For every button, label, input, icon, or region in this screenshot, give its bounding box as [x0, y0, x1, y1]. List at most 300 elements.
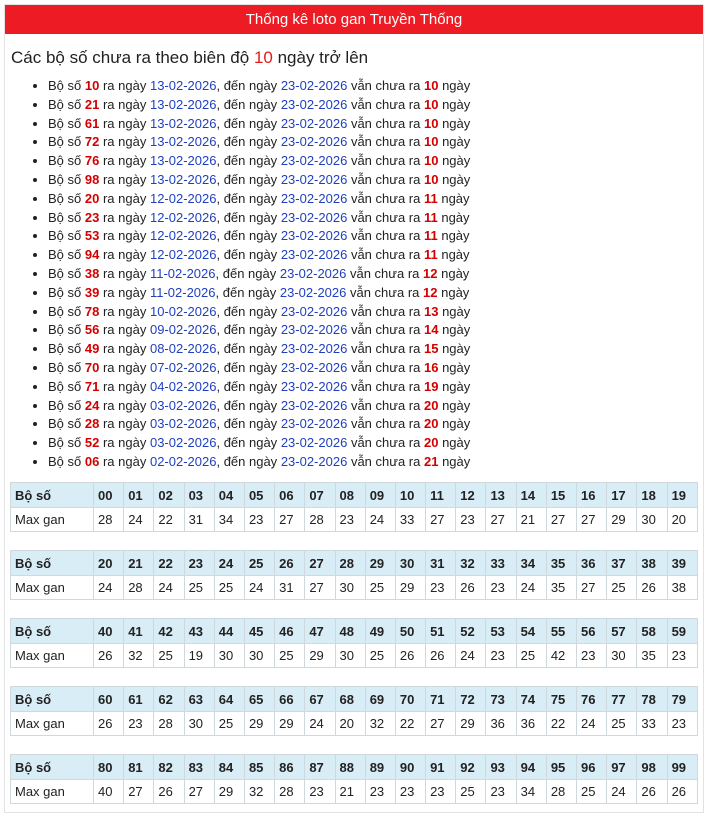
value-cell: 23	[426, 576, 456, 600]
value-cell: 31	[275, 576, 305, 600]
ngay-text: ngày	[441, 228, 470, 244]
lotto-number: 71	[84, 378, 100, 394]
value-cell: 24	[305, 712, 335, 736]
from-date: 12-02-2026	[149, 209, 217, 225]
ra-ngay-text: ra ngày	[102, 397, 147, 413]
number-cell: 40	[94, 619, 124, 644]
subtitle-suffix: ngày trở lên	[277, 48, 369, 67]
ngay-text: ngày	[441, 209, 470, 225]
from-date: 13-02-2026	[149, 153, 217, 169]
number-cell: 01	[124, 483, 154, 508]
ngay-text: ngày	[442, 78, 471, 93]
den-ngay-text: , đến ngày	[216, 378, 278, 394]
to-date: 23-02-2026	[280, 115, 348, 131]
value-cell: 26	[637, 780, 667, 804]
number-cell: 46	[275, 619, 305, 644]
number-cell: 25	[244, 551, 274, 576]
to-date: 23-02-2026	[280, 341, 348, 357]
den-ngay-text: , đến ngày	[216, 435, 278, 451]
den-ngay-text: , đến ngày	[216, 134, 278, 150]
lotto-number: 23	[84, 209, 100, 225]
list-item	[48, 397, 470, 416]
from-date: 13-02-2026	[149, 78, 217, 93]
ngay-text: ngày	[442, 134, 471, 150]
bo-so-text: Bộ số	[48, 96, 82, 112]
lotto-number: 24	[84, 397, 100, 413]
ngay-text: ngày	[441, 265, 470, 281]
number-cell: 81	[124, 755, 154, 780]
days-count: 16	[423, 359, 439, 375]
den-ngay-text: , đến ngày	[216, 397, 278, 413]
number-cell: 79	[667, 687, 697, 712]
number-cell: 35	[546, 551, 576, 576]
list-item	[48, 415, 470, 434]
den-ngay-text: , đến ngày	[216, 416, 278, 432]
value-cell: 25	[607, 712, 637, 736]
number-cell: 49	[365, 619, 395, 644]
number-cell: 56	[577, 619, 607, 644]
value-cell: 29	[607, 508, 637, 532]
value-cell: 40	[94, 780, 124, 804]
number-cell: 88	[335, 755, 365, 780]
number-cell: 41	[124, 619, 154, 644]
number-cell: 52	[456, 619, 486, 644]
number-cell: 78	[637, 687, 667, 712]
bo-so-text: Bộ số	[48, 416, 82, 432]
ra-ngay-text: ra ngày	[102, 115, 147, 131]
ra-ngay-text: ra ngày	[102, 134, 147, 150]
value-cell: 34	[214, 508, 244, 532]
van-chua-ra-text: vẫn chưa ra	[350, 322, 421, 338]
value-cell: 19	[184, 644, 214, 668]
value-cell: 25	[154, 644, 184, 668]
number-cell: 42	[154, 619, 184, 644]
lotto-number: 98	[84, 171, 100, 187]
value-cell: 23	[486, 644, 516, 668]
ra-ngay-text: ra ngày	[102, 153, 147, 169]
lotto-number: 28	[84, 416, 100, 432]
ra-ngay-text: ra ngày	[102, 96, 147, 112]
den-ngay-text: , đến ngày	[216, 341, 278, 357]
ngay-text: ngày	[441, 190, 470, 206]
lotto-number: 61	[84, 115, 100, 131]
number-cell: 68	[335, 687, 365, 712]
value-cell: 33	[395, 508, 425, 532]
number-cell: 22	[154, 551, 184, 576]
ra-ngay-text: ra ngày	[102, 265, 147, 281]
number-cell: 16	[577, 483, 607, 508]
number-cell: 57	[607, 619, 637, 644]
ngay-text: ngày	[442, 378, 471, 394]
value-cell: 22	[546, 712, 576, 736]
list-item	[48, 227, 470, 246]
value-cell: 26	[637, 576, 667, 600]
number-cell: 34	[516, 551, 546, 576]
from-date: 08-02-2026	[149, 341, 217, 357]
value-cell: 25	[214, 576, 244, 600]
number-cell: 69	[365, 687, 395, 712]
bo-so-text: Bộ số	[48, 153, 82, 169]
value-cell: 23	[395, 780, 425, 804]
number-cell: 31	[426, 551, 456, 576]
number-cell: 75	[546, 687, 576, 712]
days-count: 10	[423, 96, 439, 112]
number-cell: 08	[335, 483, 365, 508]
list-item	[48, 209, 470, 228]
value-cell: 31	[184, 508, 214, 532]
to-date: 23-02-2026	[280, 78, 348, 93]
ra-ngay-text: ra ngày	[102, 228, 147, 244]
number-cell: 15	[546, 483, 576, 508]
value-cell: 20	[667, 508, 697, 532]
number-cell: 83	[184, 755, 214, 780]
number-cell: 47	[305, 619, 335, 644]
to-date: 23-02-2026	[280, 435, 348, 451]
van-chua-ra-text: vẫn chưa ra	[350, 190, 421, 206]
value-cell: 30	[607, 644, 637, 668]
den-ngay-text: , đến ngày	[216, 115, 278, 131]
value-cell: 23	[124, 712, 154, 736]
days-count: 19	[423, 378, 439, 394]
to-date: 23-02-2026	[280, 134, 348, 150]
number-cell: 96	[577, 755, 607, 780]
van-chua-ra-text: vẫn chưa ra	[349, 284, 420, 300]
from-date: 10-02-2026	[149, 303, 217, 319]
bo-so-text: Bộ số	[48, 284, 82, 300]
number-cell: 98	[637, 755, 667, 780]
days-count: 11	[423, 247, 438, 263]
den-ngay-text: , đến ngày	[215, 284, 277, 300]
value-cell: 25	[214, 712, 244, 736]
value-cell: 29	[395, 576, 425, 600]
number-cell: 05	[244, 483, 274, 508]
van-chua-ra-text: vẫn chưa ra	[350, 78, 421, 93]
number-cell: 63	[184, 687, 214, 712]
value-cell: 24	[577, 712, 607, 736]
max-gan-table	[10, 482, 698, 532]
number-cell: 48	[335, 619, 365, 644]
days-count: 21	[423, 453, 439, 469]
value-cell: 24	[607, 780, 637, 804]
number-cell: 84	[214, 755, 244, 780]
value-cell: 23	[486, 576, 516, 600]
number-cell: 73	[486, 687, 516, 712]
van-chua-ra-text: vẫn chưa ra	[350, 378, 421, 394]
bo-so-text: Bộ số	[48, 341, 82, 357]
list-item	[48, 359, 470, 378]
value-cell: 27	[577, 576, 607, 600]
list-item	[48, 321, 470, 340]
ngay-text: ngày	[442, 435, 471, 451]
bo-so-text: Bộ số	[48, 228, 82, 244]
number-cell: 24	[214, 551, 244, 576]
to-date: 23-02-2026	[280, 171, 348, 187]
value-cell: 28	[546, 780, 576, 804]
to-date: 23-02-2026	[280, 190, 348, 206]
max-gan-row	[11, 644, 698, 668]
bo-so-text: Bộ số	[48, 453, 82, 469]
value-cell: 32	[244, 780, 274, 804]
number-cell: 03	[184, 483, 214, 508]
number-cell: 92	[456, 755, 486, 780]
van-chua-ra-text: vẫn chưa ra	[350, 247, 421, 263]
max-gan-tables	[10, 482, 698, 822]
to-date: 23-02-2026	[280, 209, 348, 225]
number-cell: 12	[456, 483, 486, 508]
value-cell: 21	[335, 780, 365, 804]
list-item	[48, 378, 470, 397]
from-date: 03-02-2026	[149, 435, 217, 451]
bo-so-text: Bộ số	[48, 265, 82, 281]
number-cell: 37	[607, 551, 637, 576]
subtitle-prefix: Các bộ số chưa ra theo biên độ	[11, 48, 250, 67]
max-gan-table	[10, 754, 698, 804]
van-chua-ra-text: vẫn chưa ra	[350, 115, 421, 131]
lotto-number: 53	[84, 228, 100, 244]
number-cell: 30	[395, 551, 425, 576]
value-cell: 28	[305, 508, 335, 532]
value-cell: 21	[516, 508, 546, 532]
van-chua-ra-text: vẫn chưa ra	[350, 209, 421, 225]
van-chua-ra-text: vẫn chưa ra	[350, 341, 421, 357]
value-cell: 25	[275, 644, 305, 668]
max-gan-label: Max gan	[11, 780, 94, 804]
number-cell: 65	[244, 687, 274, 712]
days-count: 10	[423, 78, 439, 93]
lotto-number: 39	[84, 284, 100, 300]
list-item	[48, 434, 470, 453]
list-item	[48, 133, 470, 152]
days-count: 11	[423, 228, 438, 244]
from-date: 13-02-2026	[149, 115, 217, 131]
value-cell: 24	[94, 576, 124, 600]
value-cell: 23	[486, 780, 516, 804]
list-item	[48, 115, 470, 134]
value-cell: 25	[577, 780, 607, 804]
days-count: 10	[423, 115, 439, 131]
den-ngay-text: , đến ngày	[216, 247, 278, 263]
ngay-text: ngày	[442, 115, 471, 131]
number-cell: 77	[607, 687, 637, 712]
days-count: 10	[423, 134, 439, 150]
list-item	[48, 96, 470, 115]
value-cell: 26	[667, 780, 697, 804]
den-ngay-text: , đến ngày	[216, 359, 278, 375]
number-cell: 20	[94, 551, 124, 576]
value-cell: 24	[244, 576, 274, 600]
lotto-number: 56	[84, 322, 100, 338]
to-date: 23-02-2026	[280, 247, 348, 263]
value-cell: 24	[124, 508, 154, 532]
section-subtitle	[11, 48, 368, 68]
value-cell: 23	[335, 508, 365, 532]
bo-so-label: Bộ số	[11, 483, 94, 508]
van-chua-ra-text: vẫn chưa ra	[350, 153, 421, 169]
number-cell: 39	[667, 551, 697, 576]
to-date: 23-02-2026	[280, 96, 348, 112]
number-cell: 28	[335, 551, 365, 576]
ra-ngay-text: ra ngày	[102, 453, 147, 469]
value-cell: 23	[577, 644, 607, 668]
ngay-text: ngày	[442, 416, 471, 432]
from-date: 11-02-2026	[149, 284, 216, 300]
from-date: 03-02-2026	[149, 397, 217, 413]
bo-so-text: Bộ số	[48, 303, 82, 319]
bo-so-text: Bộ số	[48, 397, 82, 413]
value-cell: 29	[244, 712, 274, 736]
max-gan-label: Max gan	[11, 576, 94, 600]
bo-so-text: Bộ số	[48, 209, 82, 225]
number-cell: 97	[607, 755, 637, 780]
ngay-text: ngày	[442, 153, 471, 169]
ngay-text: ngày	[442, 341, 471, 357]
to-date: 23-02-2026	[280, 453, 348, 469]
value-cell: 24	[516, 576, 546, 600]
ra-ngay-text: ra ngày	[102, 78, 147, 93]
number-cell: 58	[637, 619, 667, 644]
bo-so-text: Bộ số	[48, 190, 82, 206]
number-cell: 38	[637, 551, 667, 576]
number-cell: 85	[244, 755, 274, 780]
lotto-number: 10	[84, 78, 100, 93]
van-chua-ra-text: vẫn chưa ra	[350, 397, 421, 413]
list-item	[48, 77, 470, 96]
ra-ngay-text: ra ngày	[102, 359, 147, 375]
number-cell: 50	[395, 619, 425, 644]
number-cell: 11	[426, 483, 456, 508]
van-chua-ra-text: vẫn chưa ra	[350, 435, 421, 451]
from-date: 09-02-2026	[149, 322, 217, 338]
ra-ngay-text: ra ngày	[102, 171, 147, 187]
number-cell: 87	[305, 755, 335, 780]
list-item	[48, 265, 470, 284]
number-cell: 45	[244, 619, 274, 644]
value-cell: 25	[456, 780, 486, 804]
days-count: 20	[423, 416, 439, 432]
value-cell: 29	[214, 780, 244, 804]
value-cell: 23	[365, 780, 395, 804]
value-cell: 23	[426, 780, 456, 804]
number-cell: 32	[456, 551, 486, 576]
value-cell: 26	[94, 712, 124, 736]
value-cell: 26	[426, 644, 456, 668]
lotto-number: 21	[84, 96, 100, 112]
days-count: 10	[423, 171, 439, 187]
ra-ngay-text: ra ngày	[102, 322, 147, 338]
number-cell: 33	[486, 551, 516, 576]
list-item	[48, 340, 470, 359]
van-chua-ra-text: vẫn chưa ra	[349, 265, 420, 281]
value-cell: 24	[154, 576, 184, 600]
gan-list	[0, 77, 470, 472]
value-cell: 20	[335, 712, 365, 736]
value-cell: 28	[275, 780, 305, 804]
value-cell: 27	[577, 508, 607, 532]
number-cell: 26	[275, 551, 305, 576]
value-cell: 30	[335, 644, 365, 668]
value-cell: 23	[244, 508, 274, 532]
ra-ngay-text: ra ngày	[102, 341, 147, 357]
number-cell: 61	[124, 687, 154, 712]
value-cell: 36	[486, 712, 516, 736]
list-item	[48, 152, 470, 171]
number-cell: 86	[275, 755, 305, 780]
max-gan-table	[10, 686, 698, 736]
bo-so-text: Bộ số	[48, 359, 82, 375]
to-date: 23-02-2026	[280, 416, 348, 432]
van-chua-ra-text: vẫn chưa ra	[350, 134, 421, 150]
ngay-text: ngày	[441, 284, 470, 300]
from-date: 13-02-2026	[149, 134, 217, 150]
number-cell: 76	[577, 687, 607, 712]
number-cell: 59	[667, 619, 697, 644]
number-cell: 54	[516, 619, 546, 644]
value-cell: 27	[184, 780, 214, 804]
to-date: 23-02-2026	[280, 153, 348, 169]
value-cell: 28	[94, 508, 124, 532]
from-date: 07-02-2026	[149, 359, 217, 375]
lotto-number: 94	[84, 247, 100, 263]
number-cell: 27	[305, 551, 335, 576]
number-cell: 95	[546, 755, 576, 780]
value-cell: 27	[486, 508, 516, 532]
ngay-text: ngày	[442, 303, 471, 319]
value-cell: 24	[365, 508, 395, 532]
numbers-row	[11, 551, 698, 576]
number-cell: 19	[667, 483, 697, 508]
bo-so-text: Bộ số	[48, 378, 82, 394]
from-date: 03-02-2026	[149, 416, 217, 432]
den-ngay-text: , đến ngày	[216, 209, 278, 225]
value-cell: 26	[395, 644, 425, 668]
den-ngay-text: , đến ngày	[216, 96, 278, 112]
value-cell: 25	[607, 576, 637, 600]
numbers-row	[11, 687, 698, 712]
value-cell: 29	[305, 644, 335, 668]
value-cell: 29	[456, 712, 486, 736]
den-ngay-text: , đến ngày	[216, 190, 278, 206]
number-cell: 53	[486, 619, 516, 644]
days-count: 13	[423, 303, 439, 319]
bo-so-label: Bộ số	[11, 687, 94, 712]
value-cell: 27	[546, 508, 576, 532]
ra-ngay-text: ra ngày	[102, 435, 147, 451]
van-chua-ra-text: vẫn chưa ra	[350, 228, 421, 244]
from-date: 12-02-2026	[149, 228, 217, 244]
to-date: 23-02-2026	[280, 359, 348, 375]
number-cell: 23	[184, 551, 214, 576]
number-cell: 06	[275, 483, 305, 508]
from-date: 04-02-2026	[149, 378, 217, 394]
ra-ngay-text: ra ngày	[102, 284, 147, 300]
van-chua-ra-text: vẫn chưa ra	[350, 416, 421, 432]
to-date: 23-02-2026	[280, 378, 348, 394]
max-gan-table	[10, 618, 698, 668]
number-cell: 10	[395, 483, 425, 508]
number-cell: 66	[275, 687, 305, 712]
lotto-number: 38	[84, 265, 100, 281]
den-ngay-text: , đến ngày	[216, 153, 278, 169]
page-header: Thống kê loto gan Truyền Thống	[5, 5, 703, 34]
value-cell: 42	[546, 644, 576, 668]
van-chua-ra-text: vẫn chưa ra	[350, 359, 421, 375]
from-date: 11-02-2026	[149, 265, 216, 281]
value-cell: 23	[667, 644, 697, 668]
subtitle-value: 10	[253, 48, 273, 67]
value-cell: 27	[426, 712, 456, 736]
number-cell: 60	[94, 687, 124, 712]
den-ngay-text: , đến ngày	[216, 171, 278, 187]
